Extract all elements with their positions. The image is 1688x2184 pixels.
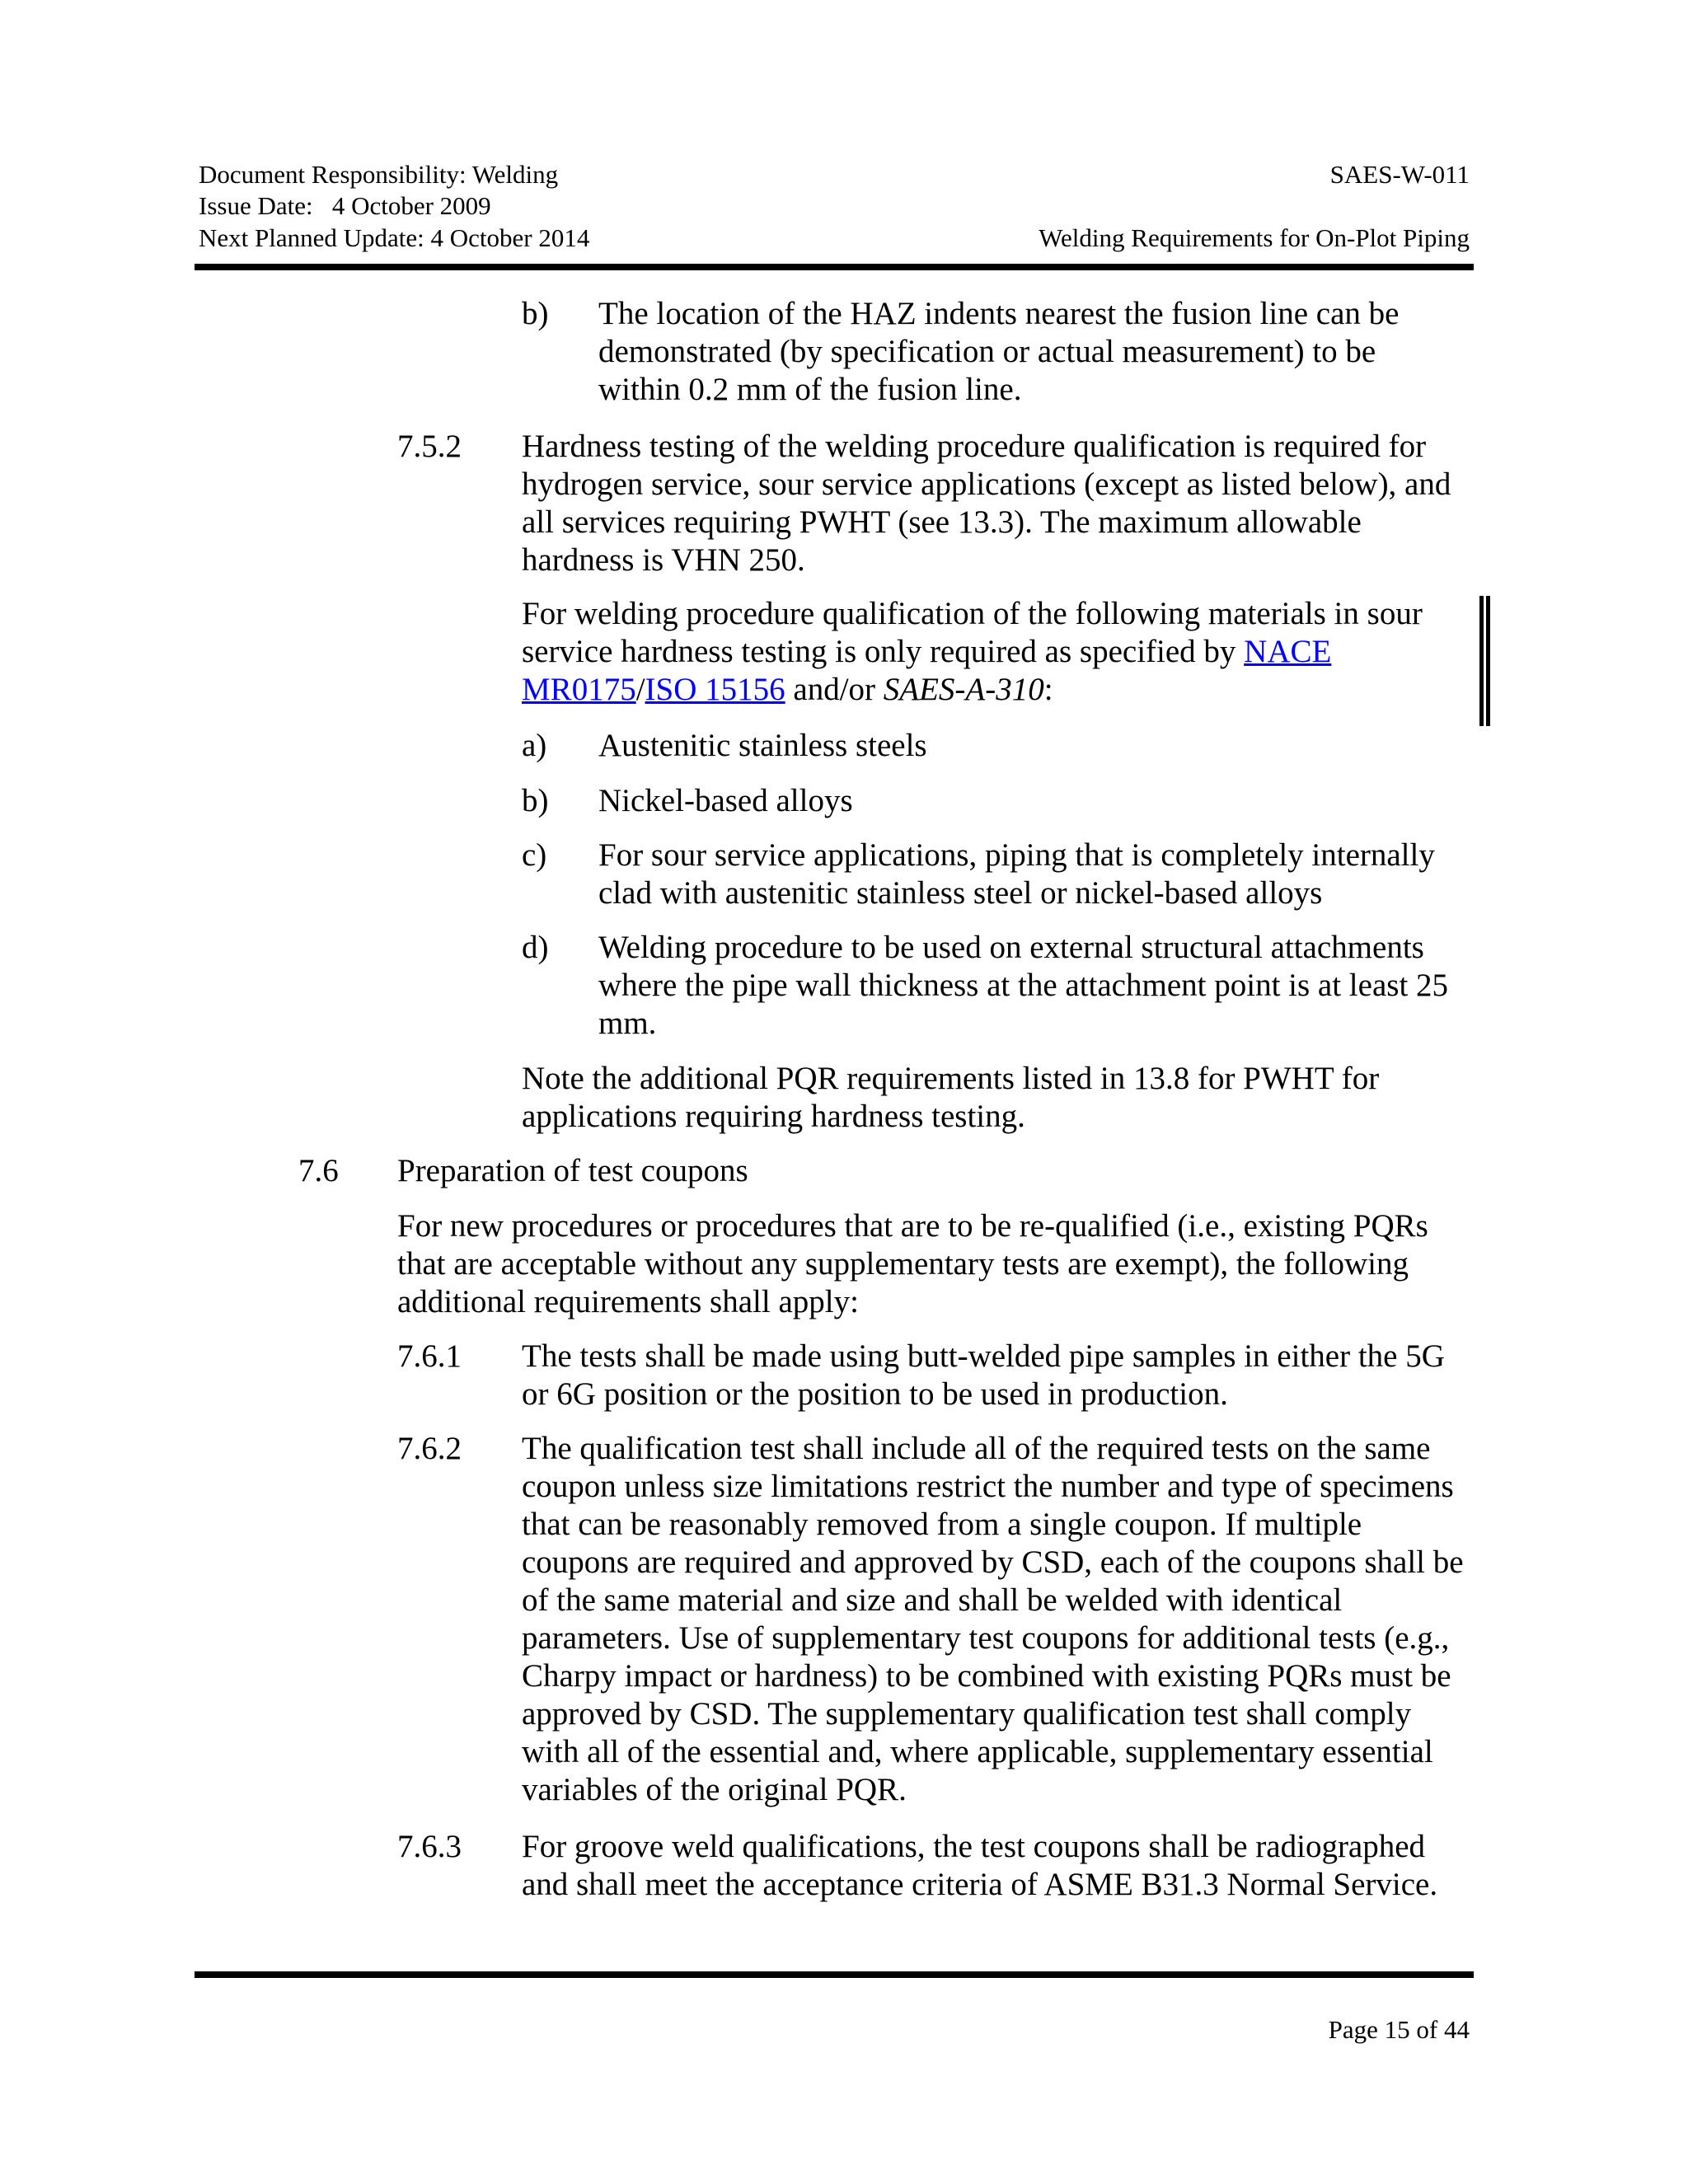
section-title-7-6: Preparation of test coupons	[397, 1153, 748, 1188]
sour-service-paragraph-text: For welding procedure qualification of the following materials in sour service hardness testing is only required as specified by	[522, 596, 1423, 669]
header-issue-date: Issue Date: 4 October 2009	[199, 191, 491, 220]
section-intro-7-6: For new procedures or procedures that are to be re-qualified (i.e., existing PQRs that are acceptable without any supplementary tests are exempt), the following additional requirements shall apply:	[397, 1208, 1428, 1319]
section-number-7-5-2: 7.5.2	[397, 429, 462, 464]
section-text-7-6-3: For groove weld qualifications, the test coupons shall be radiographed and shall meet the acceptance criteria of ASME B31.3 Normal Service.	[522, 1829, 1438, 1902]
change-bar-right	[1486, 596, 1490, 726]
list-item-text: For sour service applications, piping that is completely internally clad with austenitic stainless steel or nickel-based alloys	[598, 837, 1435, 911]
nace-mr0175-link[interactable]: NACE MR0175	[522, 634, 1332, 707]
iso-15156-link[interactable]: ISO 15156	[645, 672, 785, 707]
link-separator: /	[635, 672, 645, 707]
list-item-label: d)	[522, 930, 549, 965]
header-rule	[195, 264, 1474, 270]
list-item-label: b)	[522, 783, 549, 818]
and-or-text: and/or	[785, 672, 884, 707]
footer-rule	[195, 1971, 1474, 1978]
sour-service-paragraph	[522, 595, 1465, 709]
header-next-update: Next Planned Update: 4 October 2014	[199, 223, 590, 252]
section-number-7-6-3: 7.6.3	[397, 1829, 462, 1864]
header-responsibility: Document Responsibility: Welding	[199, 160, 559, 189]
list-item-text: Welding procedure to be used on external structural attachments where the pipe wall thickness at the attachment point is at least 25 mm.	[598, 930, 1449, 1041]
list-item-text: Nickel-based alloys	[598, 783, 853, 818]
section-text-7-6-2: The qualification test shall include all of the required tests on the same coupon unless size limitations restrict the number and type of specimens that can be reasonably removed from a single coupon. If multiple coupons are required and approved by CSD, each of the coupons shall be of the same material and size and shall be welded with identical parameters. Use of supplementary test coupons for additional tests (e.g., Charpy impact or hardness) to be combined with existing PQRs must be approved by CSD. The supplementary qualification test shall comply with all of the essential and, where applicable, supplementary essential variables of the original PQR.	[522, 1431, 1464, 1807]
pqr-note: Note the additional PQR requirements listed in 13.8 for PWHT for applications requiring hardness testing.	[522, 1061, 1380, 1134]
list-item-label: a)	[522, 728, 547, 763]
section-number-7-6: 7.6	[298, 1153, 339, 1188]
section-number-7-6-1: 7.6.1	[397, 1338, 462, 1374]
section-number-7-6-2: 7.6.2	[397, 1431, 462, 1466]
header-doc-title: Welding Requirements for On-Plot Piping	[1039, 223, 1470, 252]
list-item-label: c)	[522, 837, 547, 873]
list-item-label: b)	[522, 296, 549, 331]
section-text-7-6-1: The tests shall be made using butt-welded pipe samples in either the 5G or 6G position or the position to be used in production.	[522, 1338, 1445, 1412]
paragraph-end: :	[1043, 672, 1053, 707]
page-number: Page 15 of 44	[1328, 2015, 1470, 2044]
section-text-7-5-2: Hardness testing of the welding procedure qualification is required for hydrogen service, sour service applications (except as listed below), and all services requiring PWHT (see 13.3). The maximum allowable hardness is VHN 250.	[522, 429, 1451, 578]
change-bar-left	[1479, 596, 1484, 726]
saes-a-310-reference: SAES-A-310	[883, 672, 1044, 707]
list-item-text: The location of the HAZ indents nearest the fusion line can be demonstrated (by specification or actual measurement) to be within 0.2 mm of the fusion line.	[598, 296, 1400, 407]
header-doc-number: SAES-W-011	[1329, 160, 1470, 189]
list-item-text: Austenitic stainless steels	[598, 728, 927, 763]
